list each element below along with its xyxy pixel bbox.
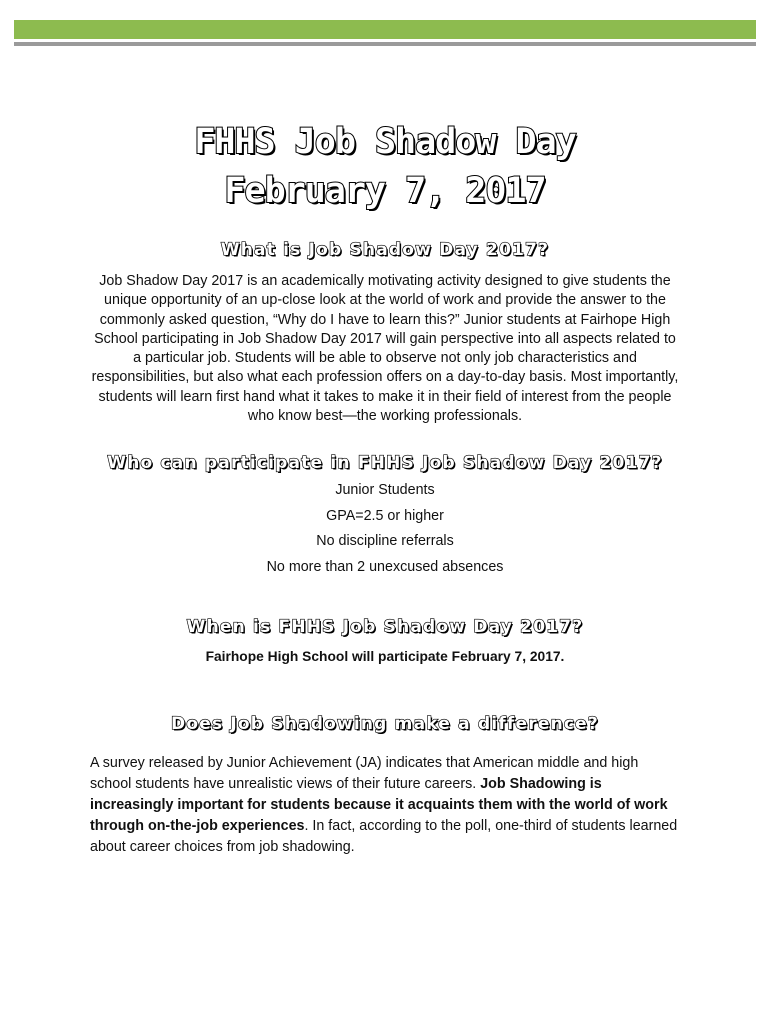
when-statement: Fairhope High School will participate February 7, 2017. [205,649,565,664]
heading-when: When is FHHS Job Shadow Day 2017? [186,617,584,637]
heading-difference: Does Job Shadowing make a difference? [171,714,599,734]
title-line-1: FHHS Job Shadow Day [194,122,576,162]
heading-what: What is Job Shadow Day 2017? [220,240,550,260]
heading-who: Who can participate in FHHS Job Shadow Day 2017? [107,453,663,473]
list-item: GPA=2.5 or higher [326,507,444,524]
title-line-2: February 7, 2017 [224,171,546,211]
list-item: No discipline referrals [316,533,454,549]
criteria-list [0,481,770,583]
page-title [0,118,770,216]
list-item: No more than 2 unexcused absences [266,558,504,575]
difference-paragraph [90,753,680,858]
what-paragraph: Job Shadow Day 2017 is an academically motivating activity designed to give students the unique opportunity of an up-close look at the world of work and provide the answer to the commonly asked question, “Why do I have to learn this?” Junior students at Fairhope High School participating in Job Shadow Day 2017 will gain perspective into all aspects related to a particular job. Students will be able to observe not only job characteristics and responsibilities, but also what each profession offers on a day-to-day basis. Most importantly, students will learn first hand what it takes to make it in their field of interest from the people who know best—the working professionals. [91,273,679,425]
accent-divider [14,42,756,46]
list-item: Junior Students [335,482,435,498]
accent-bar [14,20,756,39]
header-decoration [14,20,756,49]
difference-emphasis: Job Shadowing is increasingly important for students because it acquaints them with the world of work through on-the-job experiences [90,776,668,834]
difference-intro: A survey released by Junior Achievement (JA) indicates that American middle and high school students have unrealistic views of their future careers. [90,755,639,792]
difference-outro: . In fact, according to the poll, one-third of students learned about career choices from job shadowing. [90,818,678,855]
